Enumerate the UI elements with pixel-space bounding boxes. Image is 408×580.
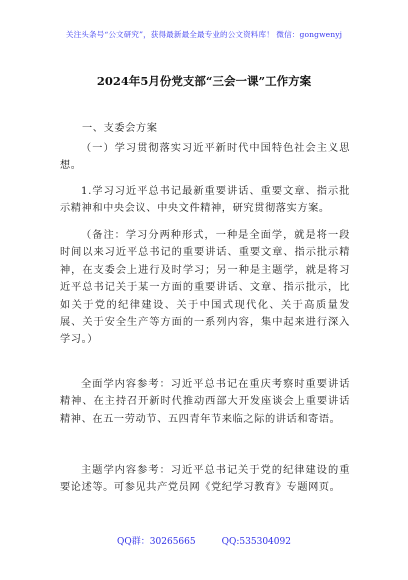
qq-number: QQ:535304092 (221, 537, 291, 547)
qq-group-number: QQ群：30265665 (117, 537, 196, 547)
document-title: 2024年5月份党支部“三会一课”工作方案 (96, 74, 312, 88)
header-banner: 关注头条号“公文研究”，获得最新最全最专业的公文资料库！ 微信：gongwenyj (65, 30, 343, 39)
paragraph-2: 1.学习习近平总书记最新重要讲话、重要文章、指示批示精神和中央会议、中央文件精神，研究贯彻落实方案。 (60, 186, 350, 215)
section-heading: 一、支委会方案 (82, 123, 158, 134)
footer-contact (0, 534, 408, 547)
paragraph-5: 主题学内容参考：习近平总书记关于党的纪律建设的重要论述等。可参见共产党员网《党纪学习教育》专题网页。 (60, 465, 350, 494)
paragraph-1: （一）学习贯彻落实习近平新时代中国特色社会主义思想。 (60, 143, 350, 172)
paragraph-3: （备注：学习分两种形式，一种是全面学，就是将一段时间以来习近平总书记的重要讲话、重要文章、指示批示精神，在支委会上进行及时学习；另一种是主题学，就是将习近平总书记关于某一方面的重要讲话、文章、指示批示，比如关于党的纪律建设、关于中国式现代化、关于高质量发展、关于安全生产等方面的一系列内容，集中起来进行深入学习。） (60, 230, 350, 346)
paragraph-4: 全面学内容参考：习近平总书记在重庆考察时重要讲话精神、在主持召开新时代推动西部大开发座谈会上重要讲话精神、在五一劳动节、五四青年节来临之际的讲话和寄语。 (60, 379, 350, 425)
